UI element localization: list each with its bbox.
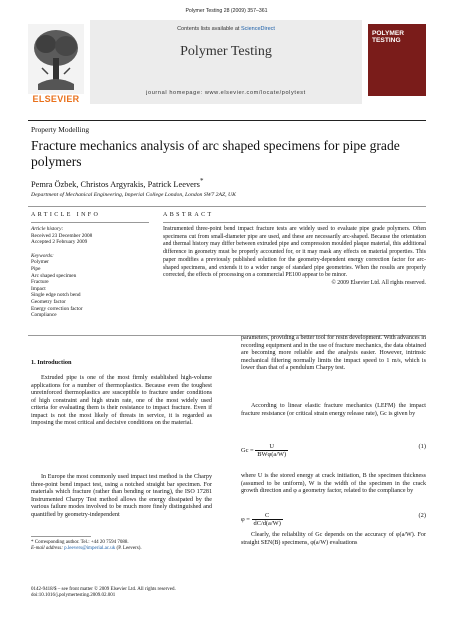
- divider: [28, 206, 426, 207]
- corresponding-author: * Corresponding author. Tel.: +44 20 7594 7088.: [31, 540, 129, 545]
- copyright: © 2009 Elsevier Ltd. All rights reserved.: [331, 279, 426, 286]
- author-list: [31, 177, 203, 189]
- contents-prefix: Contents lists available at: [177, 26, 241, 32]
- equation-2: [241, 512, 426, 527]
- paragraph: parameters, providing a better tool for resin development. With advances in recording equipment and in the use of fracture mechanics, the data obtained are becoming more reliable and the analysis easier. However, intrinsic mechanical filtering normally limits the impact speed to 1 m/s, which is lower than that of a pendulum Charpy test.: [241, 335, 426, 372]
- fraction: [255, 443, 288, 458]
- abstract-text: Instrumented three-point bend impact fracture tests are widely used to evaluate pipe grade polymers. Often specimens cut from small-diameter pipe are used, and these are necessarily arc-shaped. Because the orientation and thermal history may differ between extruded pipe and compression moulded plaque material, this additional difference in geometry must be properly accounted for, or it may mask any effects on material properties. This paper modifies a previously published solution for the geometry-dependent energy correction factor for arc-shaped specimens, and extends it to a wider range of standard pipe geometries. When the results are properly corrected, the effects of processing on a commercial PE100 appear to be minor.: [163, 226, 426, 279]
- journal-homepage[interactable]: journal homepage: www.elsevier.com/locate/polytest: [146, 90, 306, 96]
- article-info: [31, 226, 149, 319]
- corresponding-mark: *: [199, 177, 204, 185]
- denominator: BWφ(a/W): [257, 451, 287, 458]
- history-label: Article history:: [31, 226, 64, 232]
- contents-line: [90, 26, 362, 32]
- journal-cover: [368, 24, 426, 96]
- divider: [163, 222, 426, 223]
- fraction: [252, 512, 283, 527]
- paragraph: Clearly, the reliability of Gc depends on the accuracy of φ(a/W). For straight SEN(B) specimens, φ(a/W) evaluations: [241, 532, 426, 546]
- sciencedirect-link[interactable]: ScienceDirect: [240, 26, 275, 32]
- equation-lhs: φ =: [241, 515, 250, 523]
- keyword: Geometry factor: [31, 298, 66, 305]
- email-label: E-mail address:: [31, 546, 65, 552]
- keyword: Impact: [31, 285, 46, 292]
- keywords-label: Keywords:: [31, 252, 54, 259]
- keyword: Single edge notch bend: [31, 292, 81, 299]
- header-rule: [28, 120, 426, 121]
- journal-title: Polymer Testing: [180, 44, 272, 59]
- keyword: Energy correction factor: [31, 305, 83, 312]
- divider: [31, 222, 149, 223]
- elsevier-tree-logo: [28, 24, 84, 94]
- article-info-header: ARTICLE INFO: [31, 212, 101, 218]
- bottom-info: [31, 587, 251, 600]
- keyword: Arc shaped specimen: [31, 272, 77, 279]
- article-title: Fracture mechanics analysis of arc shaped specimens for pipe grade polymers: [31, 138, 400, 169]
- numerator: U: [255, 443, 288, 451]
- journal-reference: Polymer Testing 28 (2009) 357–361: [185, 8, 268, 14]
- paragraph: According to linear elastic fracture mechanics (LEFM) the impact fracture resistance (or critical strain energy release rate), Gc is given by: [241, 403, 426, 417]
- numerator: C: [252, 512, 283, 520]
- paragraph: where U is the stored energy at crack initiation, B the specimen thickness (assumed to be uniform), W is the width of the specimen in the crack growth direction and φ a geometry factor, related to the compliance by: [241, 473, 426, 495]
- keyword: Polymer: [31, 259, 49, 266]
- authors: Pemra Özbek, Christos Argyrakis, Patrick Leevers: [31, 179, 200, 189]
- footnote: [31, 540, 216, 553]
- email-link[interactable]: p.leevers@imperial.ac.uk: [64, 546, 116, 552]
- paragraph: In Europe the most commonly used impact test method is the Charpy three-point bend impact test, using a notched straight bar specimen. For materials which fracture (rather than bending or tearing), the ISO 17281 Instrumented Charpy Test method allows the energy dissipated by the various failure modes involved to be much more finely distinguished and quantified by geometry-independent: [31, 474, 212, 518]
- keyword: Fracture: [31, 279, 49, 286]
- publisher-name: ELSEVIER: [32, 94, 80, 104]
- equation-number: (2): [418, 512, 426, 519]
- journal-header-band: [90, 20, 362, 104]
- accepted-date: Accepted 2 February 2009: [31, 239, 88, 246]
- denominator: dC/d(a/W): [253, 520, 281, 527]
- issn-line: 0142-9418/$ – see front matter © 2009 Elsevier Ltd. All rights reserved.: [31, 587, 176, 592]
- doi-line[interactable]: doi:10.1016/j.polymertesting.2009.02.001: [31, 593, 116, 599]
- masthead: [28, 20, 426, 116]
- equation-lhs: Gc =: [241, 446, 254, 454]
- keyword: Pipe: [31, 265, 41, 272]
- email-suffix: (P. Leevers).: [115, 546, 142, 552]
- email-line: [31, 546, 216, 552]
- cover-title: POLYMER TESTING: [372, 30, 404, 44]
- abstract-header: ABSTRACT: [163, 212, 214, 218]
- received-date: Received 23 December 2008: [31, 232, 93, 239]
- affiliation: Department of Mechanical Engineering, Imperial College London, London SW7 2AZ, UK: [31, 192, 236, 198]
- section-label: Property Modelling: [31, 125, 90, 134]
- section-heading: 1. Introduction: [31, 359, 72, 366]
- equation-1: [241, 443, 426, 458]
- keyword: Compliance: [31, 312, 57, 319]
- footnote-rule: [31, 536, 91, 537]
- equation-number: (1): [418, 443, 426, 450]
- paragraph: Extruded pipe is one of the most firmly established high-volume applications for a number of thermoplastics. Because even the toughest unreinforced thermoplastics are susceptible to fracture under conditions of high constraint and high strain rate, one of the most widely used criteria for evaluating them is their resistance to impact fracture. Even if impact is not the most likely of threats in service, it is regarded as imposing the most critical and decisive conditions on the material.: [31, 375, 212, 427]
- abstract: [163, 226, 426, 288]
